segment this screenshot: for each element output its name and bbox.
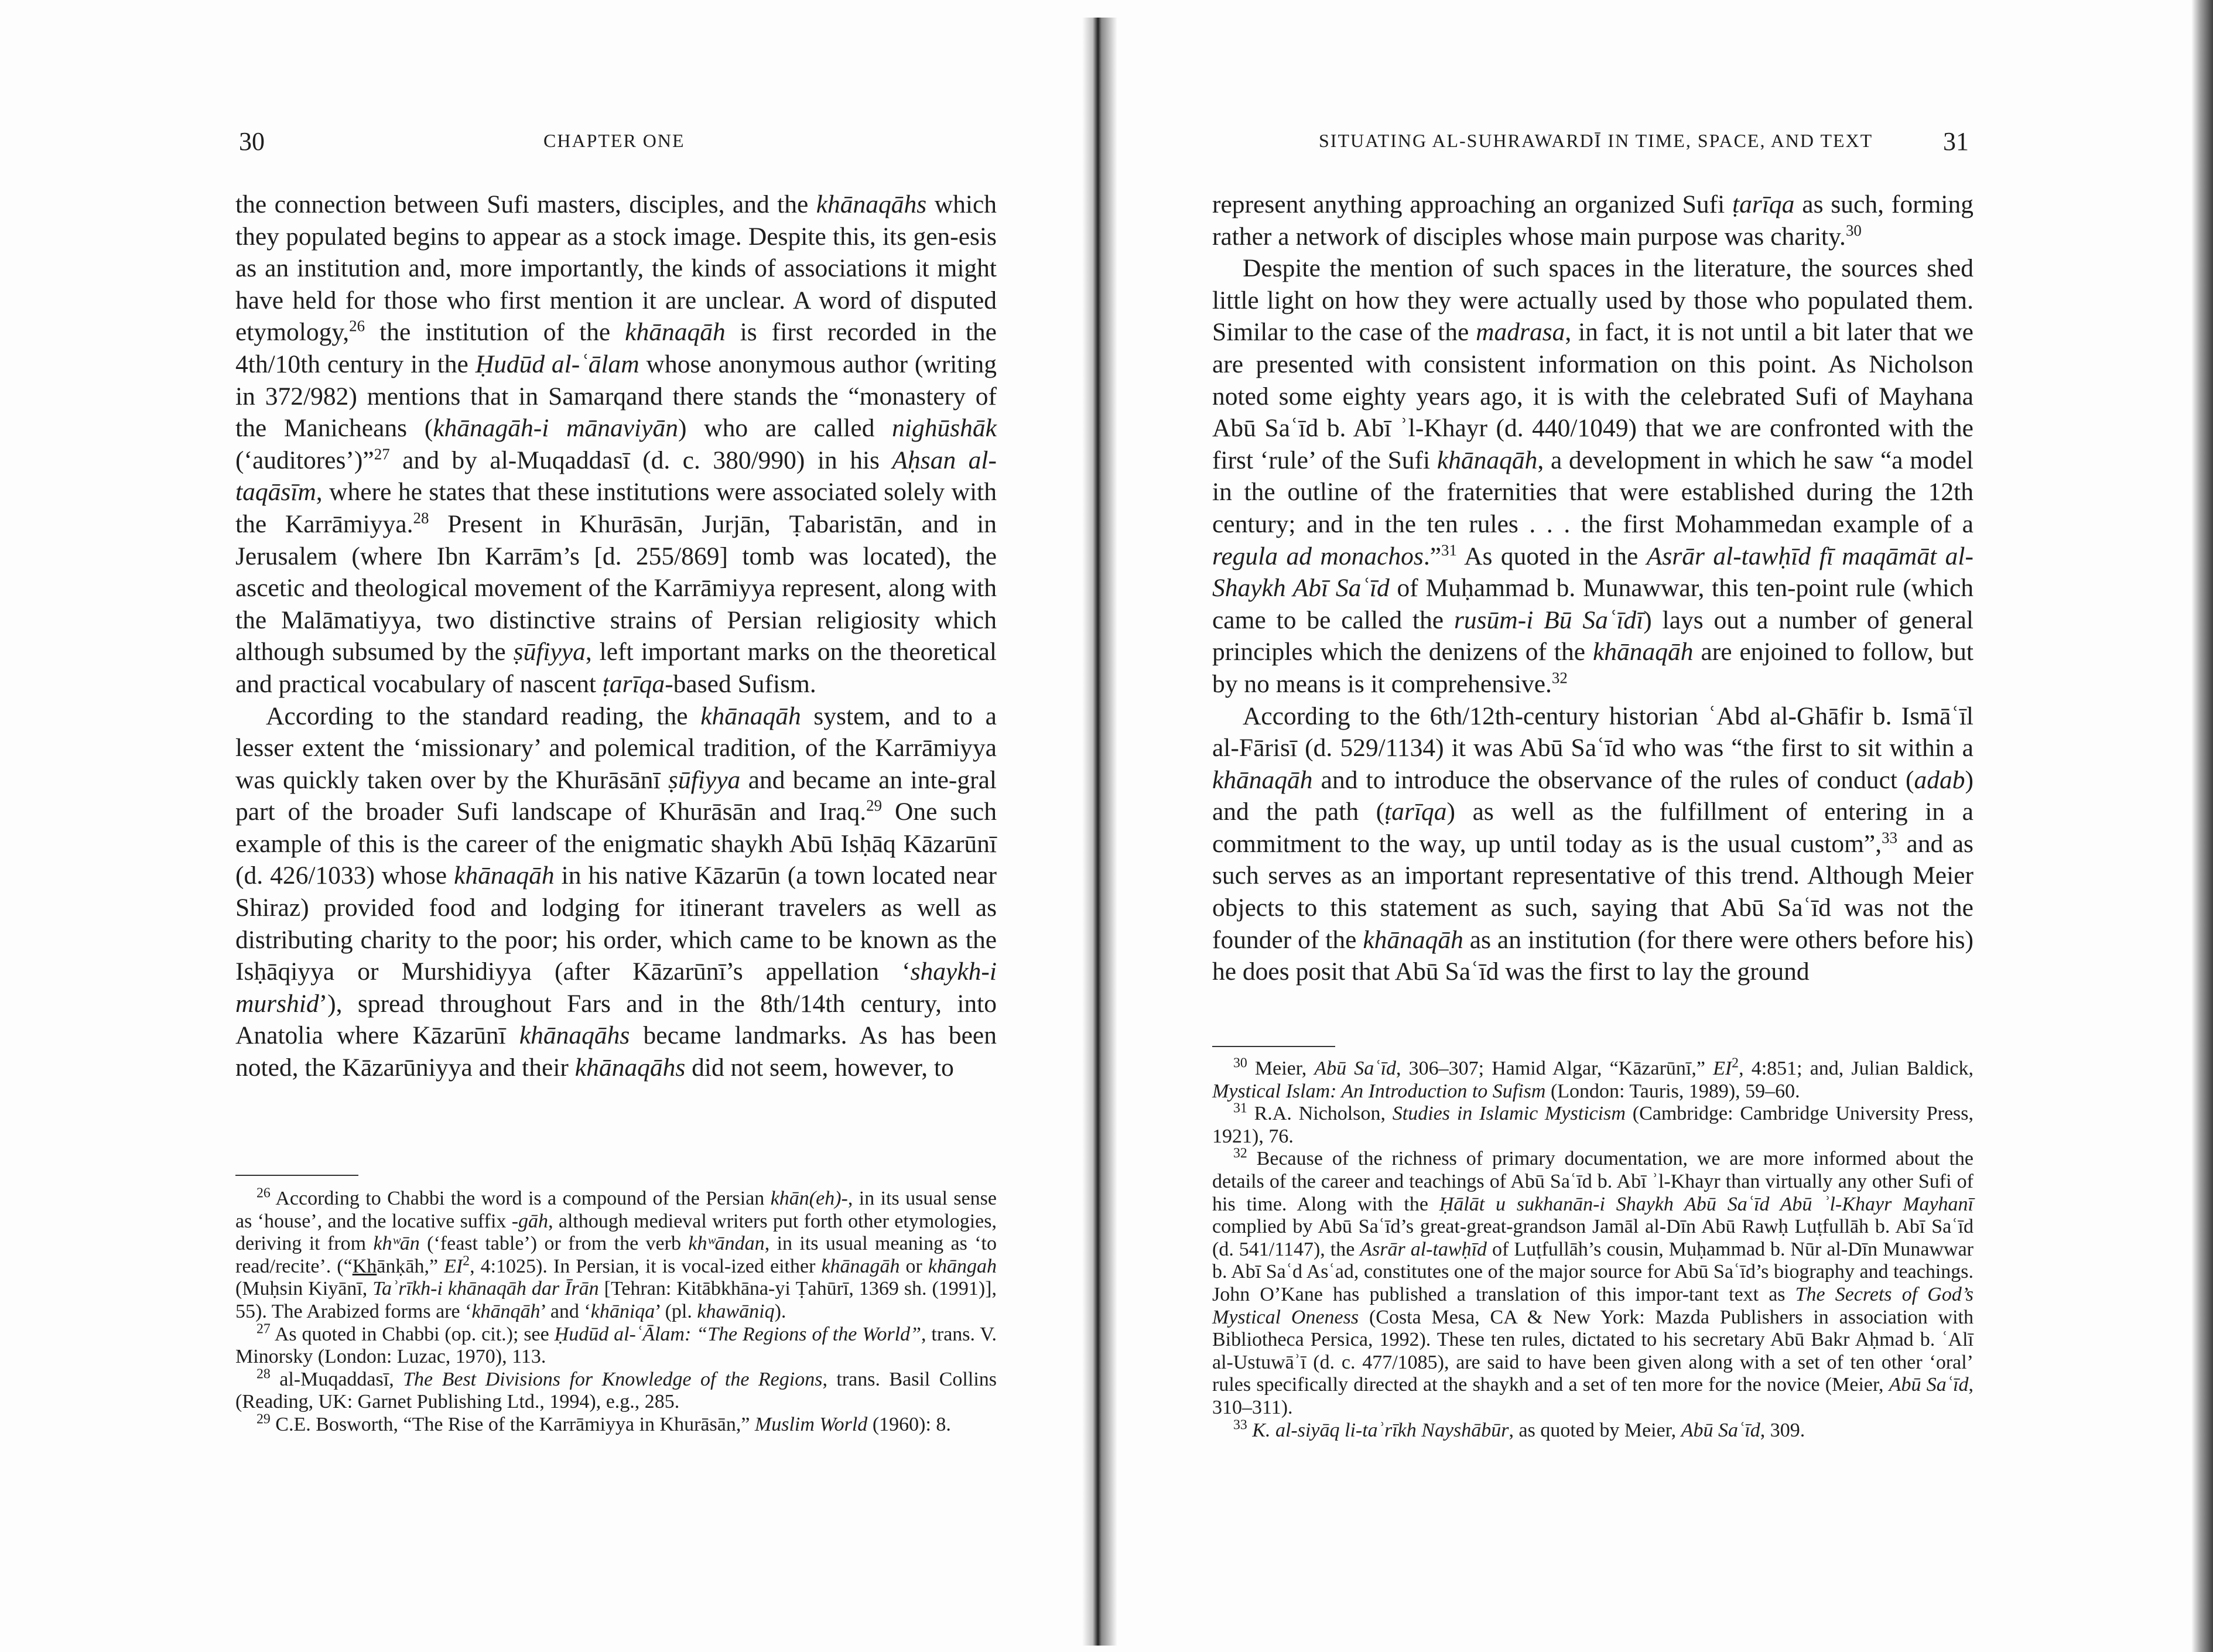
footnote: $^{32}$ Because of the richness of primary documentation, we are more informed about the details of the career and teachings of Abū Saʿīd b. Abī ʾl-Khayr than virtually any other Sufi of his time. Along with the Ḥālāt u sukhanān-i Shaykh Abū Saʿīd Abū ʾl-Khayr Mayhanī complied by Abū Saʿīd’s great-great-grandson Jamāl al-Dīn Abū Rawḥ Luṭfullāh b. Abī Saʿīd (d. 541/1147), the Asrār al-tawḥīd of Luṭfullāh’s cousin, Muḥammad b. Nūr al-Dīn Munawwar b. Abī Saʿd Asʿad, constitutes one of the major source for Abū Saʿīd’s biography and teachings. John O’Kane has published a translation of this impor-tant text as The Secrets of God’s Mystical Oneness (Costa Mesa, CA & New York: Mazda Publishers in association with Bibliotheca Persica, 1992). These ten rules, dictated to his secretary Abū Bakr Aḥmad b. ʿAlī al-Ustuwāʾī (d. c. 477/1085), are said to have been given along with a set of ten other ‘oral’ rules specifically directed at the shaykh and a set of ten more for the novice (Meier, Abū Saʿīd, 310–311). <box>1212 1146 1973 1418</box>
paragraph: According to the 6th/12th-century historian ʿAbd al-Ghāfir b. Ismāʿīl al-Fārisī (d. 529/1134) it was Abū Saʿīd who was “the first to sit within a khānaqāh and to introduce the observance of the rules of conduct (adab) and the path (ṭarīqa) as well as the fulfillment of entering in a commitment to the way, up until today as is the usual custom”,$^{33}$ and as such serves as an important representative of this trend. Although Meier objects to this statement as such, saying that Abū Saʿīd was not the founder of the khānaqāh as an institution (for there were others before his) he does posit that Abū Saʿīd was the first to lay the ground <box>1212 702 1973 986</box>
main-text <box>1212 189 1973 988</box>
main-text <box>235 189 997 1084</box>
footnote: $^{30}$ Meier, Abū Saʿīd, 306–307; Hamid Algar, “Kāzarūnī,” $EI^2$, 4:851; and, Julian Baldick, Mystical Islam: An Introduction to Sufism (London: Tauris, 1989), 59–60. <box>1212 1055 1974 1102</box>
right-page <box>1107 0 2213 1652</box>
footnote: $^{33}$ K. al-siyāq li-taʾrīkh Nayshābūr, as quoted by Meier, Abū Saʿīd, 309. <box>1233 1417 1805 1441</box>
page-number: 31 <box>1943 127 1969 156</box>
footnote-rule <box>235 1175 358 1176</box>
running-head: CHAPTER ONE <box>543 130 685 151</box>
footnote: $^{29}$ C.E. Bosworth, “The Rise of the Karrāmiyya in Khurāsān,” Muslim World (1960): 8. <box>256 1411 951 1435</box>
paragraph: represent anything approaching an organized Sufi ṭarīqa as such, forming rather a network of disciples whose main purpose was charity.$^{30}$ <box>1212 190 1973 251</box>
paragraph: According to the standard reading, the khānaqāh system, and to a lesser extent the ‘missionary’ and polemical tradition, of the Karrāmiyya was quickly taken over by the Khurāsānī ṣūfiyya and became an inte-gral part of the broader Sufi landscape of Khurāsān and Iraq.$^{29}$ One such example of this is the career of the enigmatic shaykh Abū Isḥāq Kāzarūnī (d. 426/1033) whose khānaqāh in his native Kāzarūn (a town located near Shiraz) provided food and lodging for itinerant travelers as well as distributing charity to the poor; his order, which came to be known as the Isḥāqiyya or Murshidiyya (after Kāzarūnī’s appellation ‘shaykh-i murshid’), spread throughout Fars and in the 8th/14th century, into Anatolia where Kāzarūnī khānaqāhs became landmarks. As has been noted, the Kāzarūniyya and their khānaqāhs did not seem, however, to <box>235 702 997 1082</box>
running-head: SITUATING AL-SUHRAWARDĪ IN TIME, SPACE, AND TEXT <box>1319 130 1873 151</box>
left-page <box>0 0 1089 1652</box>
footnote-rule <box>1212 1046 1335 1047</box>
footnote: $^{27}$ As quoted in Chabbi (op. cit.); see Ḥudūd al-ʿĀlam: “The Regions of the World”, trans. V. Minorsky (London: Luzac, 1970), 113. <box>235 1321 997 1368</box>
page-number: 30 <box>239 127 265 156</box>
footnotes <box>235 1185 997 1436</box>
paragraph: the connection between Sufi masters, disciples, and the khānaqāhs which they populated begins to appear as a stock image. Despite this, its gen-esis as an institution and, more importantly, the kinds of associations it might have held for those who first mention it are unclear. A word of disputed etymology,$^{26}$ the institution of the khānaqāh is first recorded in the 4th/10th century in the Ḥudūd al-ʿālam whose anonymous author (writing in 372/982) mentions that in Samarqand there stands the “monastery of the Manicheans (khānagāh-i mānaviyān) who are called nighūshāk (‘auditores’)”$^{27}$ and by al-Muqaddasī (d. c. 380/990) in his Aḥsan al-taqāsīm, where he states that these institutions were associated solely with the Karrāmiyya.$^{28}$ Present in Khurāsān, Jurjān, Ṭabaristān, and in Jerusalem (where Ibn Karrām’s [d. 255/869] tomb was located), the ascetic and theological movement of the Karrāmiyya represent, along with the Malāmatiyya, two distinctive strains of Persian religiosity which although subsumed by the ṣūfiyya, left important marks on the theoretical and practical vocabulary of nascent ṭarīqa-based Sufism. <box>235 190 997 698</box>
footnote: $^{31}$ R.A. Nicholson, Studies in Islamic Mysticism (Cambridge: Cambridge University Press, 1921), 76. <box>1212 1100 1973 1147</box>
paragraph: Despite the mention of such spaces in the literature, the sources shed little light on how they were actually used by those who populated them. Similar to the case of the madrasa, in fact, it is not until a bit later that we are presented with consistent information on this point. As Nicholson noted some eighty years ago, it is with the celebrated Sufi of Mayhana Abū Saʿīd b. Abī ʾl-Khayr (d. 440/1049) that we are confronted with the first ‘rule’ of the Sufi khānaqāh, a development in which he saw “a model in the outline of the fraternities that were established during the 12th century; and in the ten rules . . . the first Mohammedan example of a regula ad monachos.”$^{31}$ As quoted in the Asrār al-tawḥīd fī maqāmāt al-Shaykh Abī Saʿīd of Muḥammad b. Munawwar, this ten-point rule (which came to be called the rusūm-i Bū Saʿīdī) lays out a number of general principles which the denizens of the khānaqāh are enjoined to follow, but by no means is it comprehensive.$^{32}$ <box>1212 254 1974 698</box>
footnotes <box>1212 1055 1974 1442</box>
footnote: $^{26}$ According to Chabbi the word is a compound of the Persian khān(eh)-, in its usual sense as ‘house’, and the locative suffix -gāh, although medieval writers put forth other etymologies, deriving it from khʷān (‘feast table’) or from the verb khʷāndan, in its usual meaning as ‘to read/recite’. (“Khānḳāh,” $EI^2$, 4:1025). In Persian, it is vocal-ized either khānagāh or khāngah (Muḥsin Kiyānī, Taʾrīkh-i khānaqāh dar Īrān [Tehran: Kitābkhāna-yi Ṭahūrī, 1369 sh. (1991)], 55). The Arabized forms are ‘khānqāh’ and ‘khāniqa’ (pl. khawāniq). <box>235 1185 997 1322</box>
footnote: $^{28}$ al-Muqaddasī, The Best Divisions for Knowledge of the Regions, trans. Basil Collins (Reading, UK: Garnet Publishing Ltd., 1994), e.g., 285. <box>235 1366 997 1413</box>
